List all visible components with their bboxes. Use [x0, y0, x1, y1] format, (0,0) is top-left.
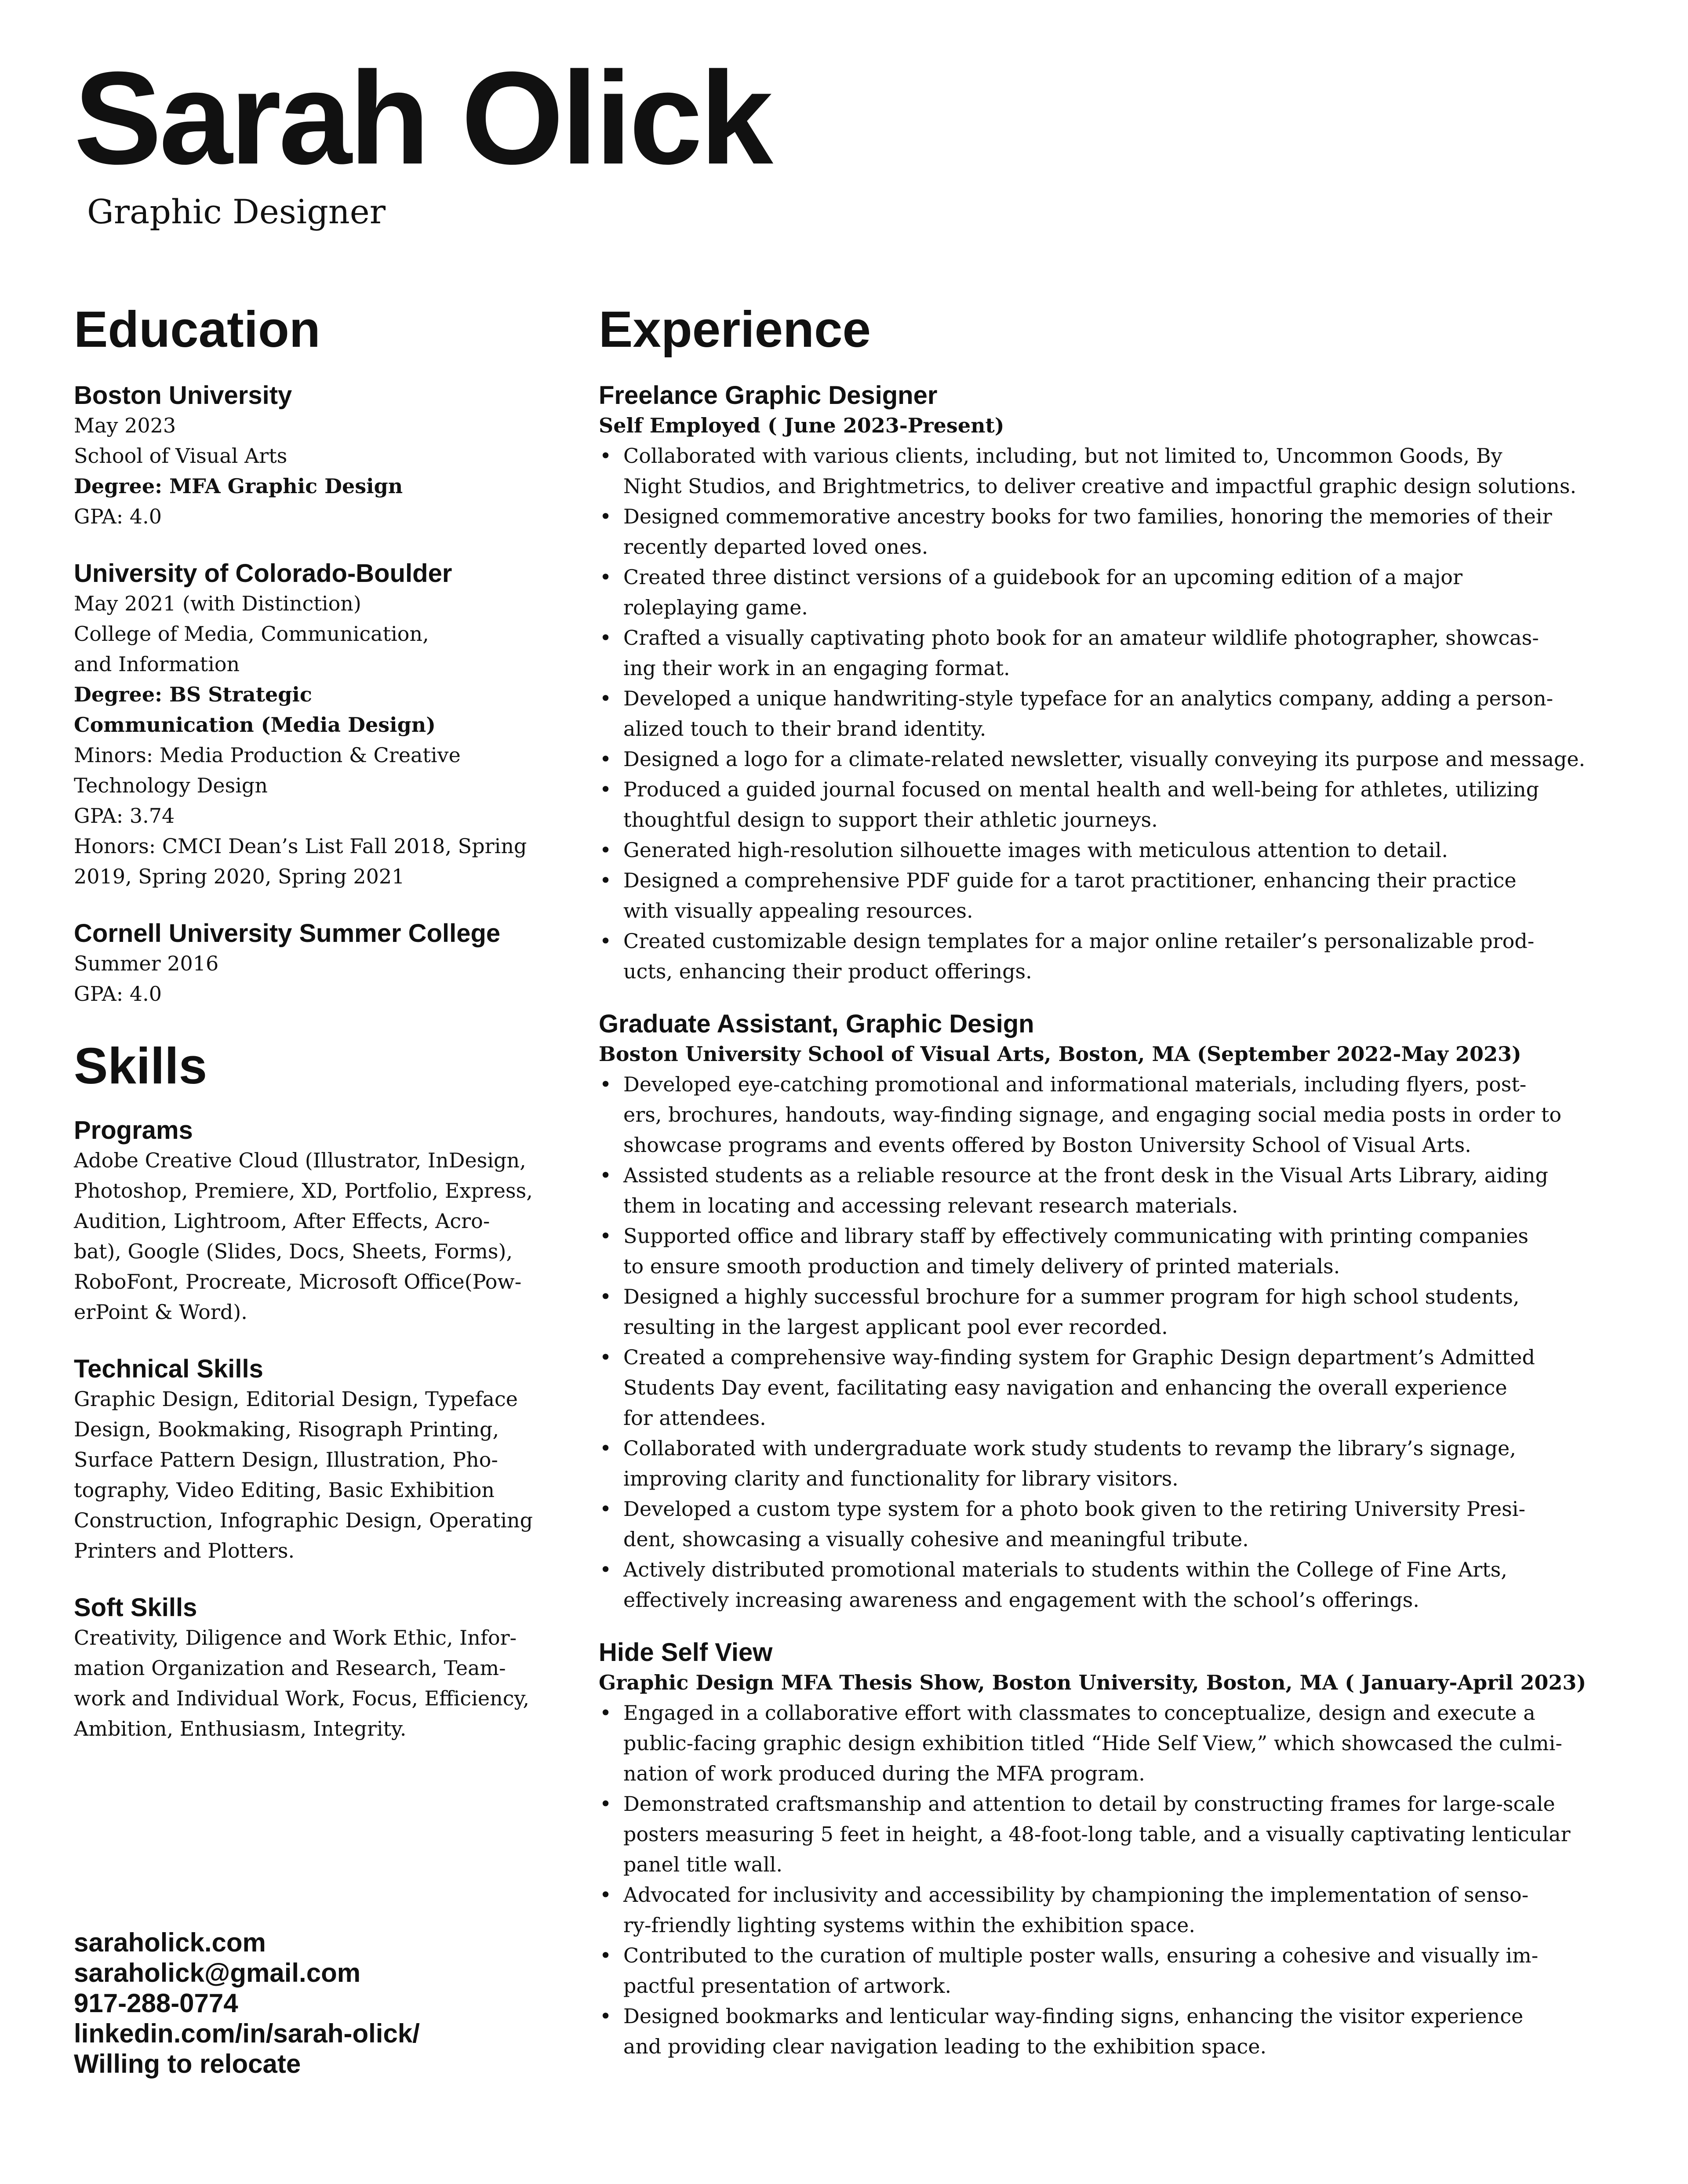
bullet-item	[599, 562, 1623, 623]
bullet-line: • Collaborated with various clients, including, but not limited to, Uncommon Goods, By	[623, 444, 1502, 468]
bullet-line: alized touch to their brand identity.	[623, 717, 986, 741]
bullet-line: • Collaborated with undergraduate work study students to revamp the library’s signage,	[623, 1436, 1516, 1461]
bullet-line: • Created a comprehensive way-finding system for Graphic Design department’s Admitted	[623, 1345, 1535, 1370]
bullet-item	[599, 1789, 1623, 1880]
bullet-line: • Developed a unique handwriting-style typeface for an analytics company, adding a person-	[623, 687, 1553, 711]
bullet-item	[599, 835, 1623, 865]
bullet-item	[599, 926, 1623, 987]
bullet-line: and providing clear navigation leading to the exhibition space.	[623, 2035, 1267, 2059]
skill-group	[74, 1354, 575, 1566]
bullet-line: them in locating and accessing relevant research materials.	[623, 1194, 1238, 1218]
skill-line: tography, Video Editing, Basic Exhibition	[74, 1478, 495, 1502]
bullet-line: pactful presentation of artwork.	[623, 1974, 952, 1998]
school-name: University of Colorado-Boulder	[74, 559, 452, 588]
degree-line: Degree: MFA Graphic Design	[74, 474, 403, 498]
bullet-line: to ensure smooth production and timely delivery of printed materials.	[623, 1254, 1340, 1279]
bullet-item	[599, 2001, 1623, 2062]
honors-line: Honors: CMCI Dean’s List Fall 2018, Spring	[74, 834, 527, 858]
bullet-line: • Advocated for inclusivity and accessibility by championing the implementation of senso-	[623, 1883, 1529, 1907]
bullet-line: roleplaying game.	[623, 596, 808, 620]
education-line: May 2023	[74, 414, 176, 438]
bullet-line: panel title wall.	[623, 1853, 783, 1877]
phone-number: 917-288-0774	[74, 1988, 238, 2018]
gpa-line: GPA: 4.0	[74, 505, 162, 529]
bullet-line: • Developed a custom type system for a photo book given to the retiring University Presi-	[623, 1497, 1526, 1521]
skill-line: work and Individual Work, Focus, Efficiency,	[74, 1686, 530, 1711]
bullet-item	[599, 1221, 1623, 1282]
education-line: and Information	[74, 652, 240, 676]
bullet-line: ing their work in an engaging format.	[623, 656, 1010, 680]
skill-line: RoboFont, Procreate, Microsoft Office(Pow-	[74, 1270, 522, 1294]
skill-group	[74, 1115, 575, 1327]
bullet-item	[599, 623, 1623, 683]
job-subtitle: Graphic Design MFA Thesis Show, Boston University, Boston, MA ( January-April 2023)	[599, 1671, 1586, 1695]
relocation-note: Willing to relocate	[74, 2049, 301, 2079]
bullet-line: ers, brochures, handouts, way-finding signage, and engaging social media posts in order to	[623, 1103, 1562, 1127]
bullet-line: • Designed bookmarks and lenticular way-finding signs, enhancing the visitor experience	[623, 2004, 1524, 2028]
experience-item	[599, 380, 1623, 987]
skills-heading: Skills	[74, 1037, 207, 1095]
education-item	[74, 380, 575, 532]
experience-heading: Experience	[599, 301, 871, 358]
bullet-line: recently departed loved ones.	[623, 535, 928, 559]
bullet-item	[599, 1433, 1623, 1494]
gpa-line: GPA: 4.0	[74, 982, 162, 1006]
skill-group-heading: Technical Skills	[74, 1355, 263, 1384]
bullet-line: • Created three distinct versions of a guidebook for an upcoming edition of a major	[623, 565, 1462, 589]
bullet-item	[599, 1160, 1623, 1221]
bullet-line: • Designed a logo for a climate-related newsletter, visually conveying its purpose and message.	[623, 747, 1586, 771]
bullet-item	[599, 1282, 1623, 1342]
skill-line: erPoint & Word).	[74, 1300, 247, 1324]
skill-group-heading: Soft Skills	[74, 1593, 197, 1622]
degree-line: Degree: BS Strategic	[74, 683, 312, 707]
education-line: School of Visual Arts	[74, 444, 287, 468]
bullet-line: • Designed a comprehensive PDF guide for a tarot practitioner, enhancing their practice	[623, 869, 1517, 893]
website-link[interactable]: saraholick.com	[74, 1928, 266, 1957]
education-item	[74, 918, 575, 1009]
education-heading: Education	[74, 301, 320, 358]
right-column	[599, 299, 1623, 2084]
bullet-line: • Supported office and library staff by effectively communicating with printing companies	[623, 1224, 1529, 1248]
bullet-line: • Contributed to the curation of multiple poster walls, ensuring a cohesive and visually im-	[623, 1944, 1539, 1968]
bullet-line: • Designed a highly successful brochure for a summer program for high school students,	[623, 1285, 1520, 1309]
school-name: Boston University	[74, 381, 292, 410]
skill-group	[74, 1592, 575, 1744]
gpa-line: GPA: 3.74	[74, 804, 175, 828]
bullet-line: public-facing graphic design exhibition titled “Hide Self View,” which showcased the culmi-	[623, 1731, 1562, 1755]
contact-block	[74, 1927, 420, 2079]
bullet-line: • Designed commemorative ancestry books for two families, honoring the memories of their	[623, 505, 1552, 529]
bullet-line: • Generated high-resolution silhouette images with meticulous attention to detail.	[623, 838, 1448, 862]
education-line: May 2021 (with Distinction)	[74, 592, 361, 616]
education-line: College of Media, Communication,	[74, 622, 429, 646]
experience-item	[599, 1637, 1623, 2062]
linkedin-link[interactable]: linkedin.com/in/sarah-olick/	[74, 2019, 420, 2048]
education-line: Minors: Media Production & Creative	[74, 743, 461, 767]
education-item	[74, 558, 575, 892]
bullet-line: resulting in the largest applicant pool ever recorded.	[623, 1315, 1168, 1339]
bullet-line: ry-friendly lighting systems within the exhibition space.	[623, 1913, 1196, 1937]
bullet-line: • Crafted a visually captivating photo book for an amateur wildlife photographer, showcas-	[623, 626, 1539, 650]
bullet-line: for attendees.	[623, 1406, 766, 1430]
bullet-item	[599, 1941, 1623, 2001]
bullet-line: showcase programs and events offered by Boston University School of Visual Arts.	[623, 1133, 1471, 1157]
experience-list	[599, 380, 1623, 2062]
bullet-line: • Assisted students as a reliable resource at the front desk in the Visual Arts Library, aiding	[623, 1163, 1549, 1188]
job-role: Graphic Designer	[87, 192, 386, 231]
bullet-line: • Actively distributed promotional materials to students within the College of Fine Arts,	[623, 1558, 1507, 1582]
bullet-item	[599, 683, 1623, 744]
bullet-item	[599, 1698, 1623, 1789]
bullet-list	[599, 441, 1623, 987]
bullet-line: thoughtful design to support their athletic journeys.	[623, 808, 1158, 832]
skill-line: Creativity, Diligence and Work Ethic, Infor-	[74, 1626, 517, 1650]
job-title: Freelance Graphic Designer	[599, 381, 938, 410]
education-line: Technology Design	[74, 774, 268, 798]
bullet-list	[599, 1069, 1623, 1615]
bullet-line: effectively increasing awareness and engagement with the school’s offerings.	[623, 1588, 1419, 1612]
skill-line: Surface Pattern Design, Illustration, Pho-	[74, 1448, 498, 1472]
candidate-name: Sarah Olick	[74, 44, 771, 192]
skill-line: Printers and Plotters.	[74, 1539, 295, 1563]
bullet-line: dent, showcasing a visually cohesive and meaningful tribute.	[623, 1527, 1249, 1552]
education-line: Summer 2016	[74, 952, 219, 976]
job-title: Graduate Assistant, Graphic Design	[599, 1010, 1034, 1039]
bullet-line: Students Day event, facilitating easy navigation and enhancing the overall experience	[623, 1376, 1507, 1400]
skill-line: Audition, Lightroom, After Effects, Acro-	[74, 1209, 490, 1233]
skill-line: Graphic Design, Editorial Design, Typeface	[74, 1387, 518, 1411]
bullet-line: • Developed eye-catching promotional and informational materials, including flyers, post-	[623, 1072, 1527, 1097]
bullet-item	[599, 865, 1623, 926]
bullet-item	[599, 441, 1623, 501]
bullet-item	[599, 501, 1623, 562]
honors-line: 2019, Spring 2020, Spring 2021	[74, 865, 405, 889]
bullet-line: ucts, enhancing their product offerings.	[623, 959, 1032, 984]
left-column	[74, 299, 575, 1770]
skill-line: Adobe Creative Cloud (Illustrator, InDesign,	[74, 1148, 526, 1173]
job-subtitle: Boston University School of Visual Arts, Boston, MA (September 2022-May 2023)	[599, 1042, 1521, 1066]
skill-group-heading: Programs	[74, 1116, 193, 1145]
bullet-item	[599, 744, 1623, 774]
bullet-line: • Demonstrated craftsmanship and attention to detail by constructing frames for large-scale	[623, 1792, 1555, 1816]
skill-line: Ambition, Enthusiasm, Integrity.	[74, 1717, 407, 1741]
skill-line: Photoshop, Premiere, XD, Portfolio, Express,	[74, 1179, 533, 1203]
bullet-line: posters measuring 5 feet in height, a 48-foot-long table, and a visually captivating lenticular	[623, 1822, 1571, 1846]
job-title: Hide Self View	[599, 1638, 773, 1667]
bullet-line: • Produced a guided journal focused on mental health and well-being for athletes, utilizing	[623, 778, 1539, 802]
bullet-line: • Engaged in a collaborative effort with classmates to conceptualize, design and execute a	[623, 1701, 1535, 1725]
bullet-line: • Created customizable design templates for a major online retailer’s personalizable prod-	[623, 929, 1535, 953]
skill-line: Construction, Infographic Design, Operating	[74, 1508, 533, 1533]
job-subtitle: Self Employed ( June 2023-Present)	[599, 414, 1004, 438]
skill-line: mation Organization and Research, Team-	[74, 1656, 506, 1680]
skill-line: bat), Google (Slides, Docs, Sheets, Forms),	[74, 1239, 513, 1264]
bullet-item	[599, 1494, 1623, 1555]
bullet-item	[599, 1342, 1623, 1433]
bullet-line: Night Studios, and Brightmetrics, to deliver creative and impactful graphic design solutions.	[623, 474, 1577, 498]
bullet-line: improving clarity and functionality for library visitors.	[623, 1467, 1179, 1491]
bullet-item	[599, 1555, 1623, 1615]
bullet-item	[599, 1880, 1623, 1941]
degree-line: Communication (Media Design)	[74, 713, 436, 737]
experience-item	[599, 1009, 1623, 1615]
bullet-item	[599, 1069, 1623, 1160]
skill-line: Design, Bookmaking, Risograph Printing,	[74, 1417, 499, 1442]
bullet-line: with visually appealing resources.	[623, 899, 973, 923]
bullet-line: nation of work produced during the MFA program.	[623, 1762, 1145, 1786]
bullet-list	[599, 1698, 1623, 2062]
school-name: Cornell University Summer College	[74, 919, 501, 948]
bullet-item	[599, 774, 1623, 835]
email-link[interactable]: saraholick@gmail.com	[74, 1958, 361, 1988]
